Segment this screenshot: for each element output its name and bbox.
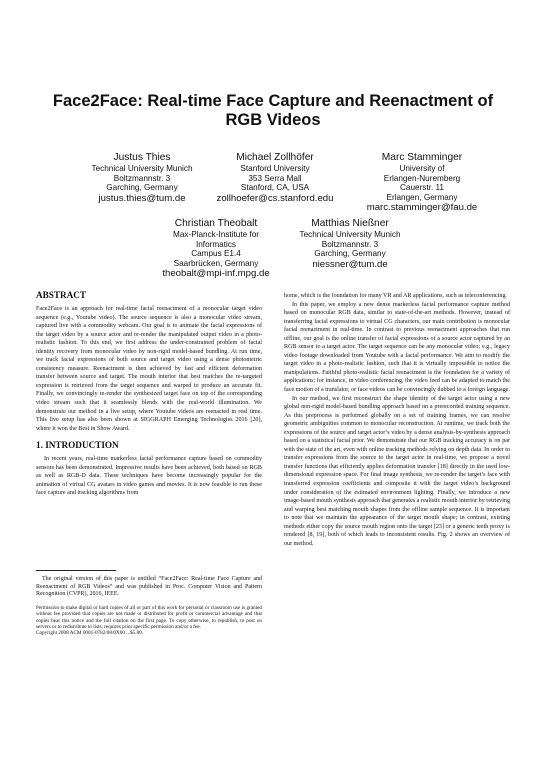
author-affiliation: Erlangen-Nuremberg (383, 173, 461, 183)
author-affiliation: Informatics (195, 239, 237, 249)
author-address: Garching, Germany (106, 183, 178, 192)
permission-notice: Permission to make digital or hard copies of all or part of this work for personal or classroom use is granted without fee provided that copies are not made or distributed for profit or commercial advantage and that copies bear this notice and the full citation on the first page. To copy otherwise, to republish, to post on servers or to redistribute to lists, requires prior specific permission and/or a fee. (36, 604, 262, 630)
author-name: Justus Thies (113, 152, 171, 163)
author-block (204, 152, 346, 204)
author-name: Michael Zollhöfer (236, 152, 314, 163)
author-address: Cauerstr. 11 (400, 183, 444, 192)
author-name: Marc Stamminger (381, 152, 463, 163)
left-column (36, 290, 262, 498)
abstract-text: Face2Face is an approach for real-time facial reenactment of a monocular target video sequence (e.g., Youtube video). The source sequence is also a monocular video stream, captured live with a commodity webcam. Our goal is to animate the facial expressions of the target video by a source actor and re-render the manipulated output video in a photo-realistic fashion. To this end, we first address the under-constrained problem of facial identity recovery from monocular video by non-rigid model-based bundling. At run time, we track facial expressions of both source and target video using a dense photometric consistency measure. Reenactment is then achieved by fast and efficient deformation transfer between source and target. The mouth interior that best matches the re-targeted expression is retrieved from the target sequence and warped to produce an accurate fit. Finally, we convincingly re-render the synthesized target face on top of the corresponding video stream such that it seamlessly blends with the real-world illumination. We demonstrate our method in a live setup, where Youtube videos are reenacted in real time. This live setup has also been shown at SIGGRAPH Emerging Technologies 2016 [20], where it won the Best in Show Award. (36, 306, 262, 432)
author-affiliation: University of (399, 164, 445, 173)
right-column (284, 292, 510, 548)
title-line-2: RGB Videos (225, 111, 321, 129)
author-name: Matthias Nießner (311, 218, 389, 229)
body-paragraph: In our method, we first reconstruct the shape identity of the target actor using a new global non-rigid model-based bundling approach based on a prerecorded training sequence. As this preprocess is performed globally on a set of training frames, we can resolve geometric ambiguities common to monocular reconstruction. At runtime, we track both the expressions of the source and target actor’s video by a dense analysis-by-synthesis approach based on a statistical facial prior. We demonstrate that our RGB tracking accuracy is on par with the state of the art, even with online tracking methods relying on depth data. In order to transfer expressions from the source to the target actor in real-time, we propose a novel transfer functions that efficiently applies deformation transfer [18] directly in the used low-dimensional expression space. For final image synthesis, we re-render the target’s face with transferred expression coefficients and composite it with the target video’s background under consideration of the estimated environment lighting. Finally, we introduce a new image-based mouth synthesis approach that generates a realistic mouth interior by retrieving and warping best matching mouth shapes from the offline sample sequence. It is important to note that we maintain the appearance of the target mouth shape; in contrast, existing methods either copy the source mouth region onto the target [23] or a generic teeth proxy is rendered [8, 19], both of which leads to inconsistent results. Fig. 2 shows an overview of our method. (284, 395, 510, 547)
author-address: Campus E1.4 (191, 249, 241, 258)
author-affiliation: Technical University Munich (91, 164, 193, 173)
copyright-notice: Copyright 2008 ACM 0001-0782/08/0X00 ...$5.00. (36, 630, 144, 637)
original-version-footnote: The original version of this paper is entitled “Face2Face: Real-time Face Capture and Reenactment of RGB Videos” and was published in Proc. Computer Vision and Pattern Recognition (CVPR), 2016, IEEE. (36, 576, 262, 598)
author-block (346, 152, 498, 213)
author-address: Boltzmannstr. 3 (113, 173, 171, 183)
author-affiliation: Technical University Munich (299, 230, 401, 239)
author-email[interactable]: marc.stamminger@fau.de (366, 202, 478, 213)
author-affiliation: Max-Planck-Institute for (173, 230, 259, 239)
author-block (280, 218, 420, 270)
author-block (146, 218, 286, 279)
intro-paragraph: In recent years, real-time markerless facial performance capture based on commodity sensors has been demonstrated. Impressive results have been achieved, both based on RGB as well as RGB-D data. These techniques have become increasingly popular for the animation of virtual CG avatars in video games and movies. It is now feasible to run these face capture and tracking algorithms from (36, 456, 262, 497)
author-affiliation: Stanford University (240, 164, 310, 173)
footnote-block (36, 570, 262, 637)
author-address: Garching, Germany (314, 249, 386, 258)
abstract-heading: ABSTRACT (36, 290, 87, 300)
author-email[interactable]: niessner@tum.de (312, 258, 388, 270)
author-block (72, 152, 212, 204)
body-paragraph: In this paper, we employ a new dense markerless facial performance capture method based on monocular RGB data, similar to state-of-the-art methods. However, instead of transferring facial expressions to virtual CG characters, our main contribution is monocular facial reenactment in real-time. In contrast to previous reenactment approaches that run offline, our goal is the online transfer of facial expressions of a source actor captured by an RGB sensor to a target actor. The target sequence can be any monocular video; e.g., legacy video footage downloaded from Youtube with a facial performance. We aim to modify the target video in a photo-realistic fashion, such that it is virtually impossible to notice the manipulations. Faithful photo-realistic facial reenactment is the foundation for a variety of applications; for instance, in video conferencing, the video feed can be adapted to match the face motion of a translator, or face videos can be convincingly dubbed to a foreign language. (284, 301, 510, 394)
author-address: Erlangen, Germany (386, 192, 458, 202)
author-address: Boltzmannstr. 3 (321, 239, 379, 249)
author-address: Saarbrücken, Germany (173, 258, 259, 268)
author-email[interactable]: zollhoefer@cs.stanford.edu (216, 192, 334, 204)
body-paragraph: home, which is the foundation for many VR and AR applications, such as teleconferencing. (284, 293, 507, 299)
title-line-1: Face2Face: Real-time Face Capture and Reenactment of (52, 92, 494, 110)
author-name: Christian Theobalt (174, 218, 258, 229)
footnote-rule (36, 570, 116, 571)
author-email[interactable]: justus.thies@tum.de (98, 192, 186, 204)
author-address: 353 Serra Mall (248, 173, 302, 183)
author-address: Stanford, CA, USA (240, 183, 310, 192)
author-email[interactable]: theobalt@mpi-inf.mpg.de (162, 268, 270, 279)
introduction-heading: 1. INTRODUCTION (36, 440, 119, 451)
paper-title (40, 92, 506, 130)
